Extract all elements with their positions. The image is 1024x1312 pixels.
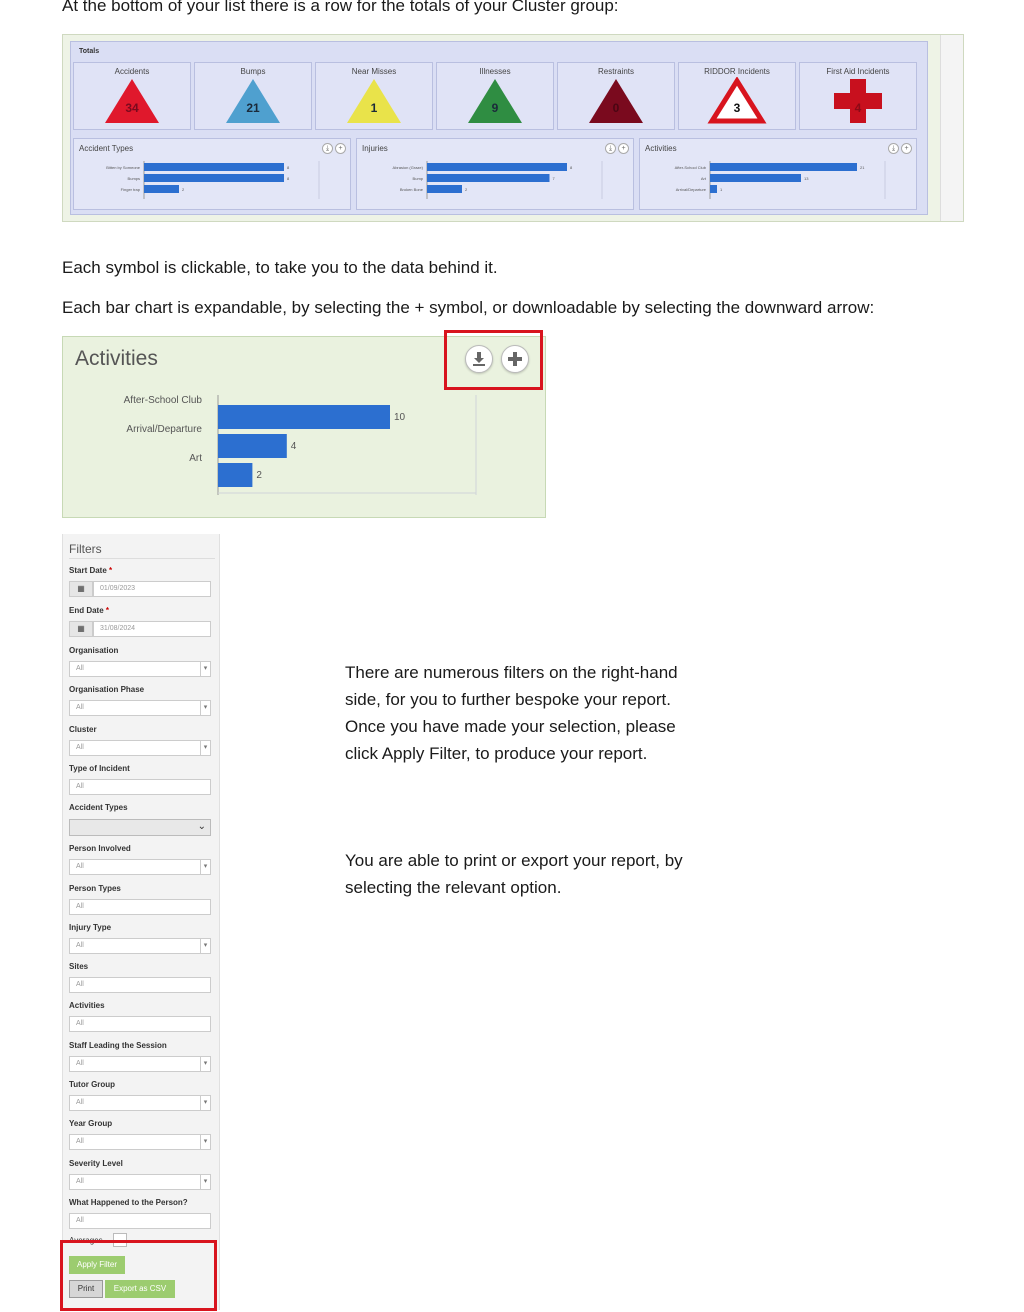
filter-label: Tutor Group (69, 1080, 116, 1089)
mini-bar-chart (73, 138, 351, 210)
totals-card[interactable] (557, 62, 675, 130)
data-label: 8 (287, 176, 290, 181)
category-label: After-School Club (674, 165, 706, 170)
totals-card-label: Restraints (597, 67, 634, 76)
totals-card-value: 34 (125, 101, 139, 115)
filter-select[interactable]: All ▾ (69, 1056, 211, 1072)
category-label: Art (189, 453, 202, 464)
category-label: Bumps (127, 176, 140, 181)
mini-bar-chart (639, 138, 917, 210)
filters-panel (62, 534, 220, 1310)
download-icon[interactable]: ⤓ (322, 143, 333, 154)
calendar-icon[interactable]: ▦ (69, 621, 93, 637)
mini-chart-title: Accident Types (79, 144, 134, 153)
filter-input[interactable]: All (69, 779, 211, 795)
totals-card-value: 0 (612, 101, 620, 115)
filters-explanation: There are numerous filters on the right-hand side, for you to further bespoke your report. Once you have made your selection, please click Apply Filter, to produce your report. (345, 663, 678, 763)
totals-card-label: Near Misses (351, 67, 397, 76)
filter-label: What Happened to the Person? (69, 1197, 188, 1207)
chart-title: Activities (75, 347, 158, 370)
totals-card-value: 1 (370, 101, 378, 115)
mini-chart-title: Activities (645, 144, 677, 153)
bar (710, 174, 801, 182)
bar (427, 163, 567, 171)
filters-title: Filters (69, 542, 102, 556)
end-date-label: End Date * (69, 606, 110, 615)
totals-title: Totals (79, 48, 100, 55)
totals-card-label: RIDDOR Incidents (704, 67, 770, 76)
totals-card[interactable] (194, 62, 312, 130)
filter-dropdown[interactable] (69, 819, 211, 836)
start-date-label: Start Date * (69, 566, 113, 575)
data-label: 2 (256, 470, 262, 481)
filter-label: Organisation (69, 646, 119, 655)
data-label: 1 (720, 187, 723, 192)
category-label: After-School Club (123, 395, 202, 406)
filter-label: Person Involved (69, 844, 131, 854)
totals-card-label: First Aid Incidents (826, 67, 890, 76)
data-label: 10 (394, 412, 406, 423)
totals-card[interactable] (436, 62, 554, 130)
totals-card[interactable] (678, 62, 796, 130)
filter-input[interactable]: All (69, 1213, 211, 1229)
category-label: Bitten by Someone (106, 165, 140, 170)
buttons-highlight (60, 1240, 217, 1311)
data-label: 4 (290, 441, 297, 452)
scrollbar[interactable] (940, 35, 963, 221)
bar (144, 174, 284, 182)
mini-chart-plot (74, 139, 350, 209)
bar (144, 185, 179, 193)
print-button[interactable]: Print (69, 1280, 103, 1298)
data-label: 2 (182, 187, 185, 192)
category-label: Arrival/Departure (675, 187, 706, 192)
category-label: Art (700, 176, 706, 181)
category-label: Finger trap (120, 187, 140, 192)
filter-label: Severity Level (69, 1158, 123, 1168)
bar (427, 185, 462, 193)
bar (218, 463, 252, 487)
filter-label: Type of Incident (69, 763, 130, 773)
averages-label: Averages (69, 1236, 103, 1245)
calendar-icon[interactable]: ▦ (69, 581, 93, 597)
filter-input[interactable]: All (69, 1016, 211, 1032)
filter-select[interactable]: All ▾ (69, 700, 211, 716)
clickable-text: Each symbol is clickable, to take you to the data behind it. (62, 258, 498, 277)
filter-select[interactable]: All ▾ (69, 1174, 211, 1190)
bar (710, 163, 857, 171)
bar (710, 185, 717, 193)
start-date-input[interactable]: 01/09/2023 (93, 581, 211, 597)
bar (427, 174, 550, 182)
totals-card-value: 3 (733, 101, 741, 115)
mini-chart-plot (357, 139, 633, 209)
filter-label: Cluster (69, 724, 97, 734)
category-label: Abrasion (Graze) (392, 165, 423, 170)
filter-label: Organisation Phase (69, 685, 145, 695)
totals-card-label: Accidents (114, 67, 150, 76)
mini-bar-chart (356, 138, 634, 210)
totals-card-label: Bumps (240, 67, 266, 76)
filter-label: Person Types (69, 883, 121, 893)
totals-card-value: 9 (491, 101, 499, 115)
expandable-text: Each bar chart is expandable, by selecting the + symbol, or downloadable by selecting the downward arrow: (62, 298, 875, 317)
filter-select[interactable]: All ▾ (69, 938, 211, 954)
filter-label: Activities (69, 1001, 105, 1011)
totals-card-label: Illnesses (479, 67, 511, 76)
mini-chart-title: Injuries (362, 144, 388, 153)
end-date-input[interactable]: 31/08/2024 (93, 621, 211, 637)
filter-label: Accident Types (69, 803, 128, 813)
totals-panel (70, 41, 928, 215)
totals-card[interactable] (73, 62, 191, 130)
intro-text: At the bottom of your list there is a row for the totals of your Cluster group: (62, 0, 619, 15)
filter-select[interactable]: All ▾ (69, 859, 211, 875)
data-label: 8 (570, 165, 573, 170)
data-label: 8 (287, 165, 290, 170)
totals-card[interactable] (799, 62, 917, 130)
filter-label: Sites (69, 962, 89, 972)
filter-input[interactable]: All (69, 899, 211, 915)
download-icon[interactable]: ⤓ (888, 143, 899, 154)
download-icon[interactable]: ⤓ (605, 143, 616, 154)
totals-card-value: 4 (854, 101, 862, 115)
filter-select[interactable]: All ▾ (69, 1095, 211, 1111)
plus-icon[interactable]: + (335, 143, 346, 154)
export-csv-button[interactable]: Export as CSV (105, 1280, 175, 1298)
chevron-down-icon: ⌄ (197, 821, 206, 833)
print-export-explanation: You are able to print or export your report, by selecting the relevant option. (345, 851, 683, 897)
plus-icon[interactable]: + (618, 143, 629, 154)
filter-select[interactable]: All ▾ (69, 740, 211, 756)
bar (144, 163, 284, 171)
totals-card-value: 21 (246, 101, 260, 115)
mini-chart-plot (640, 139, 916, 209)
data-label: 2 (465, 187, 468, 192)
data-label: 13 (804, 176, 809, 181)
data-label: 21 (860, 165, 865, 170)
filter-input[interactable]: All (69, 977, 211, 993)
apply-filter-button[interactable]: Apply Filter (69, 1256, 125, 1274)
totals-screenshot (62, 34, 964, 222)
filter-label: Staff Leading the Session (69, 1040, 167, 1050)
data-label: 7 (552, 176, 555, 181)
filter-label: Injury Type (69, 922, 112, 932)
category-label: Arrival/Departure (126, 424, 202, 435)
bar (218, 434, 287, 458)
filter-select[interactable]: All ▾ (69, 1134, 211, 1150)
filter-select[interactable]: All ▾ (69, 661, 211, 677)
filter-label: Year Group (69, 1119, 113, 1129)
totals-card[interactable] (315, 62, 433, 130)
category-label: Bump (412, 176, 423, 181)
filters-divider (69, 558, 215, 559)
bar (218, 405, 390, 429)
chart-buttons-highlight (444, 330, 543, 390)
plus-icon[interactable]: + (901, 143, 912, 154)
category-label: Broken Bone (399, 187, 423, 192)
